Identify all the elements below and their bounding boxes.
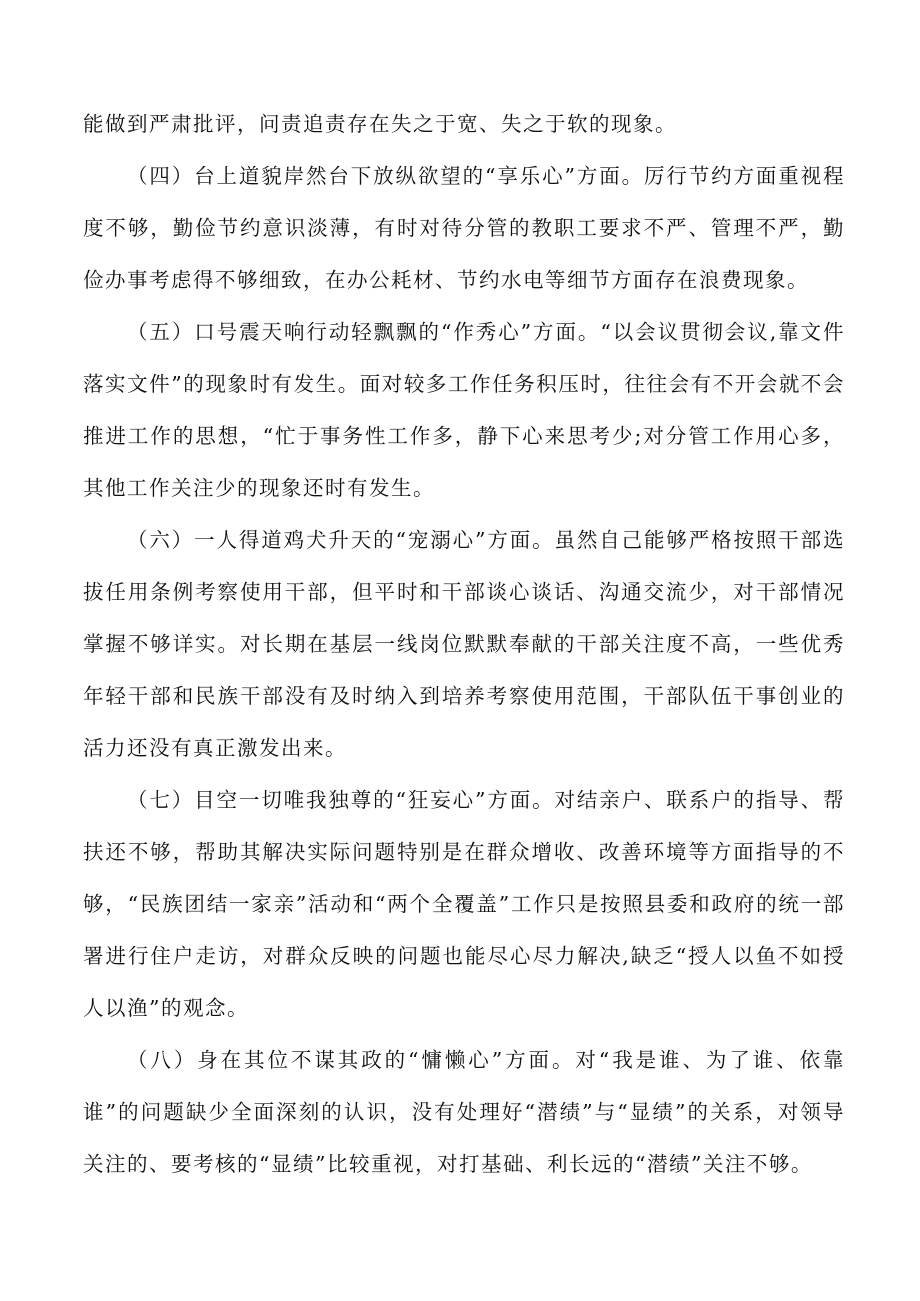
paragraph-section-5: （五）口号震天响行动轻飘飘的“作秀心”方面。“以会议贯彻会议,靠文件落实文件”的现象时有发生。面对较多工作任务积压时，往往会有不开会就不会推进工作的思想，“忙于事务性工作多，静下心来思考少;对分管工作用心多，其他工作关注少的现象还时有发生。 bbox=[83, 320, 845, 500]
paragraph-section-7: （七）目空一切唯我独尊的“狂妄心”方面。对结亲户、联系户的指导、帮扶还不够，帮助其解决实际问题特别是在群众增收、改善环境等方面指导的不够，“民族团结一家亲”活动和“两个全覆盖”工作只是按照县委和政府的统一部署进行住户走访，对群众反映的问题也能尽心尽力解决,缺乏“授人以鱼不如授人以渔”的观念。 bbox=[83, 788, 845, 1020]
paragraph-continuation: 能做到严肃批评，问责追责存在失之于宽、失之于软的现象。 bbox=[83, 112, 677, 136]
paragraph-section-8: （八）身在其位不谋其政的“慵懒心”方面。对“我是谁、为了谁、依靠谁”的问题缺少全面深刻的认识，没有处理好“潜绩”与“显绩”的关系，对领导关注的、要考核的“显绩”比较重视，对打基础、利长远的“潜绩”关注不够。 bbox=[83, 1048, 845, 1176]
paragraph-section-6: （六）一人得道鸡犬升天的“宠溺心”方面。虽然自己能够严格按照干部选拔任用条例考察使用干部，但平时和干部谈心谈话、沟通交流少，对干部情况掌握不够详实。对长期在基层一线岗位默默奉献的干部关注度不高，一些优秀年轻干部和民族干部没有及时纳入到培养考察使用范围，干部队伍干事创业的活力还没有真正激发出来。 bbox=[83, 528, 845, 760]
paragraph-section-4: （四）台上道貌岸然台下放纵欲望的“享乐心”方面。厉行节约方面重视程度不够，勤俭节约意识淡薄，有时对待分管的教职工要求不严、管理不严，勤俭办事考虑得不够细致，在办公耗材、节约水电等细节方面存在浪费现象。 bbox=[83, 164, 845, 292]
